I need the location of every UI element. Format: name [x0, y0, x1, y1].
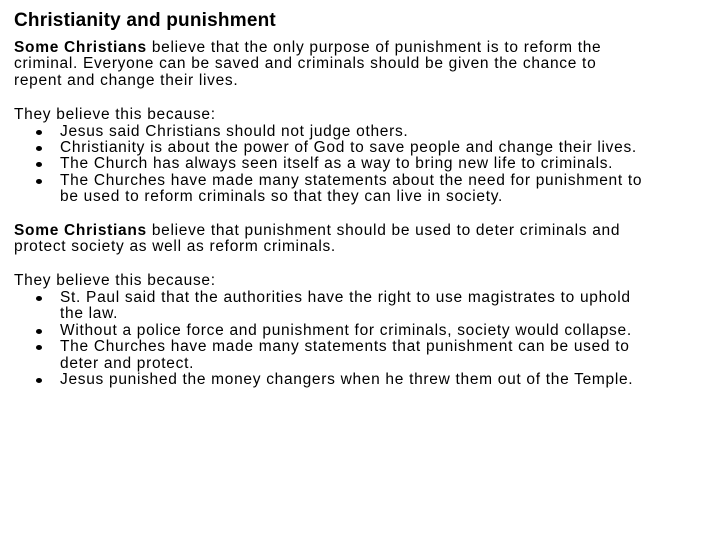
bullet-icon	[36, 179, 42, 184]
section1-intro: They believe this because:	[14, 106, 216, 124]
list-item	[14, 124, 650, 140]
list-item	[14, 372, 650, 388]
list-item-text: The Churches have made many statements about the need for punishment to be used to reform criminals so that they can live in society.	[60, 171, 643, 206]
section2-lead-bold: Some Christians	[14, 221, 147, 239]
section1-paragraph	[14, 40, 634, 89]
section1-bullet-list	[14, 124, 714, 206]
list-item	[14, 140, 650, 156]
list-item-text: The Churches have made many statements that punishment can be used to deter and protect.	[60, 338, 630, 372]
bullet-icon	[36, 162, 42, 167]
section2-intro: They believe this because:	[14, 272, 216, 290]
section1-lead-bold: Some Christians	[14, 39, 147, 56]
bullet-icon	[36, 296, 42, 301]
list-item	[14, 173, 650, 206]
list-item-text: Jesus said Christians should not judge others.	[60, 122, 409, 140]
page-title: Christianity and punishment	[14, 10, 276, 31]
list-item	[14, 290, 650, 323]
list-item	[14, 339, 650, 372]
section1-lead-text: believe that the only purpose of punishment is to reform the criminal. Everyone can be saved and criminals should be given the chance to repent and change their lives.	[14, 39, 602, 89]
section2-lead-text: believe that punishment should be used to deter criminals and protect society as well as reform criminals.	[14, 221, 621, 256]
list-item	[14, 323, 650, 339]
list-item	[14, 156, 650, 172]
bullet-icon	[36, 146, 42, 151]
list-item-text: St. Paul said that the authorities have the right to use magistrates to uphold the law.	[60, 288, 631, 323]
bullet-icon	[36, 130, 42, 135]
list-item-text: Without a police force and punishment for criminals, society would collapse.	[60, 321, 632, 339]
document-page	[14, 10, 714, 388]
list-item-text: The Church has always seen itself as a way to bring new life to criminals.	[60, 155, 614, 173]
section2-bullet-list	[14, 290, 714, 388]
list-item-text: Christianity is about the power of God to save people and change their lives.	[60, 139, 637, 157]
list-item-text: Jesus punished the money changers when he threw them out of the Temple.	[60, 370, 634, 388]
bullet-icon	[36, 378, 42, 383]
bullet-icon	[36, 329, 42, 334]
bullet-icon	[36, 345, 42, 350]
section2-paragraph	[14, 223, 634, 256]
